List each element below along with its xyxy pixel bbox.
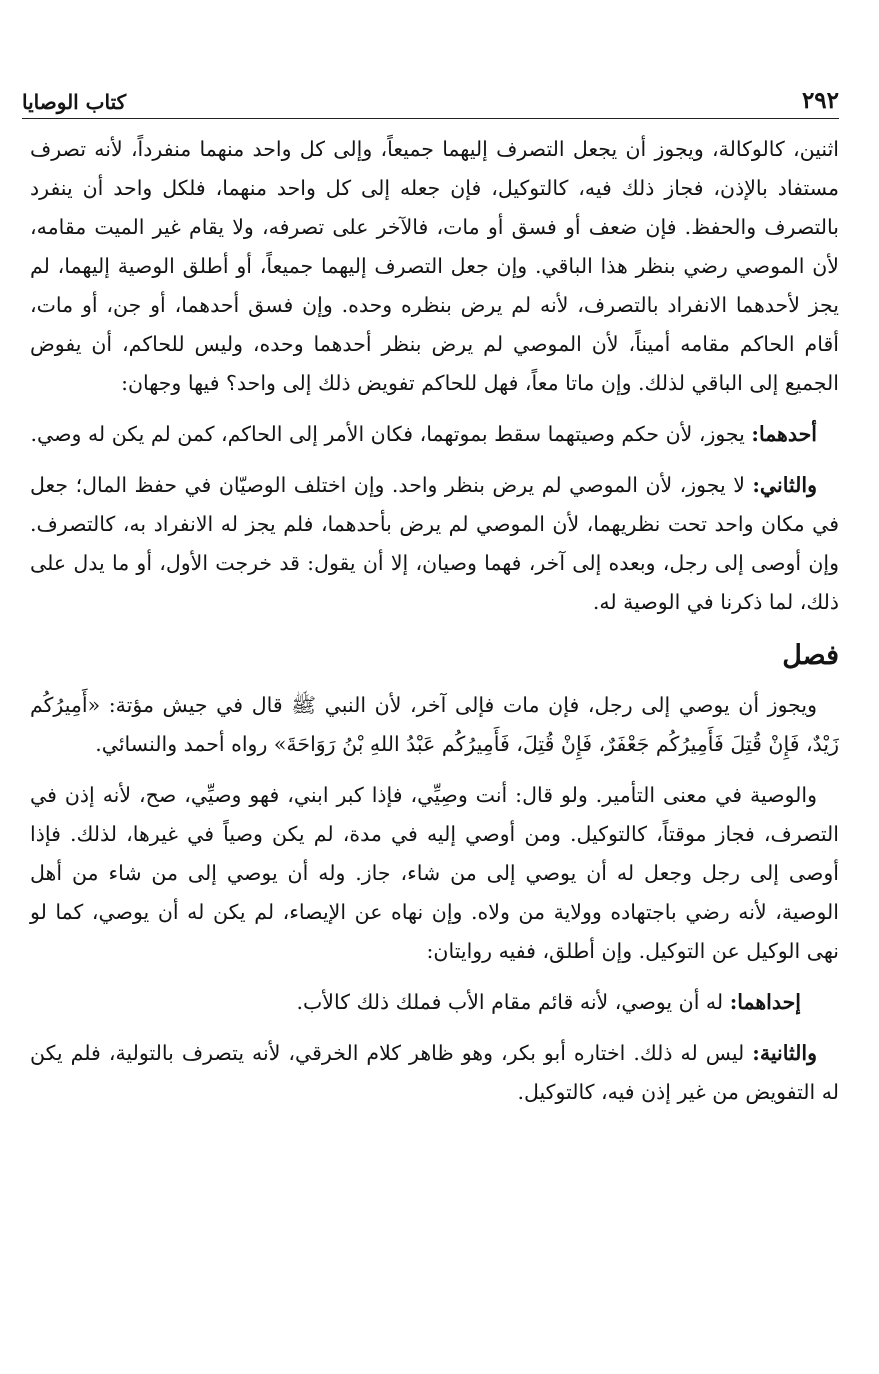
section-heading: فصل [782, 640, 839, 671]
paragraph-lead: والثاني: [752, 473, 817, 497]
paragraph-1: اثنين، كالوكالة، ويجوز أن يجعل التصرف إليهما جميعاً، وإلى كل واحد منهما منفرداً، لأنه تصرف مستفاد بالإذن، فجاز ذلك فيه، كالتوكيل، فإن جعله إلى كل واحد منهما، فلكل واحد أن ينفرد بالتصرف والحفظ. فإن ضعف أو فسق أو مات، فالآخر على تصرفه، ولا يقام غير الميت مقامه، لأن الموصي رضي بنظر هذا الباقي. وإن جعل التصرف إليهما جميعاً، أو أطلق الوصية إليهما، لم يجز لأحدهما الانفراد بالتصرف، لأنه لم يرض بنظره وحده. وإن فسق أحدهما، أو جن، أو مات، أقام الحاكم مقامه أميناً، لأن الموصي لم يرض بنظر أحدهما وحده، وليس للحاكم، أن يفوض الجميع إلى الباقي لذلك. وإن ماتا معاً، فهل للحاكم تفويض ذلك إلى واحد؟ فيها وجهان: [30, 137, 839, 395]
paragraph-first-narration [30, 983, 839, 1022]
paragraph-lead: إحداهما: [729, 990, 801, 1014]
page-number: ٢٩٢ [801, 87, 839, 114]
paragraph-first-opinion [30, 415, 839, 454]
paragraph-text: له أن يوصي، لأنه قائم مقام الأب فملك ذلك كالأب. [296, 990, 730, 1014]
paragraph-text: لا يجوز، لأن الموصي لم يرض بنظر واحد. وإن اختلف الوصيّان في حفظ المال؛ جعل في مكان واحد تحت نظريهما، لأن الموصي لم يرض بأحدهما، فلم يجز له الانفراد به، كالتصرف. وإن أوصى إلى رجل، وبعده إلى آخر، فهما وصيان، إلا أن يقول: قد خرجت الأول، أو ما يدل على ذلك، لما ذكرنا في الوصية له. [30, 473, 839, 614]
page-header [22, 74, 839, 119]
paragraph-lead: والثانية: [752, 1041, 817, 1065]
paragraph-5: والوصية في معنى التأمير. ولو قال: أنت وصِيِّي، فإذا كبر ابني، فهو وصيِّي، صح، لأنه إذن في التصرف، فجاز موقتاً، كالتوكيل. ومن أوصي إليه في مدة، لم يكن وصياً في غيرها، لذلك. فإذا أوصى إلى رجل وجعل له أن يوصي إلى من شاء، جاز. وله أن يوصي إلى من شاء من أهل الوصية، لأنه رضي باجتهاده وولاية من ولاه. وإن نهاه عن الإيصاء، لم يكن له أن يوصي، كما لو نهى الوكيل عن التوكيل. وإن أطلق، ففيه روايتان: [30, 783, 839, 963]
running-title: كتاب الوصايا [22, 90, 127, 114]
paragraph-4 [30, 686, 839, 764]
paragraph-second-narration [30, 1034, 839, 1112]
hadith-quote: «أَمِيرُكُم زَيْدٌ، فَإِنْ قُتِلَ فَأَمِيرُكُم جَعْفَرٌ، فَإِنْ قُتِلَ، فَأَمِيرُكُم عَبْدُ اللهِ بْنُ رَوَاحَةَ» [30, 693, 839, 756]
paragraph-text: ويجوز أن يوصي إلى رجل، فإن مات فإلى آخر، لأن النبي ﷺ قال في جيش مؤتة: [100, 693, 817, 717]
page-body [30, 130, 839, 1124]
paragraph-text: يجوز، لأن حكم وصيتهما سقط بموتهما، فكان الأمر إلى الحاكم، كمن لم يكن له وصي. [30, 422, 752, 446]
paragraph-text: ليس له ذلك. اختاره أبو بكر، وهو ظاهر كلام الخرقي، لأنه يتصرف بالتولية، فلم يكن له التفويض من غير إذن فيه، كالتوكيل. [30, 1041, 839, 1104]
paragraph-text: رواه أحمد والنسائي. [95, 732, 274, 756]
paragraph-lead: أحدهما: [751, 422, 817, 446]
paragraph-second-opinion [30, 466, 839, 622]
